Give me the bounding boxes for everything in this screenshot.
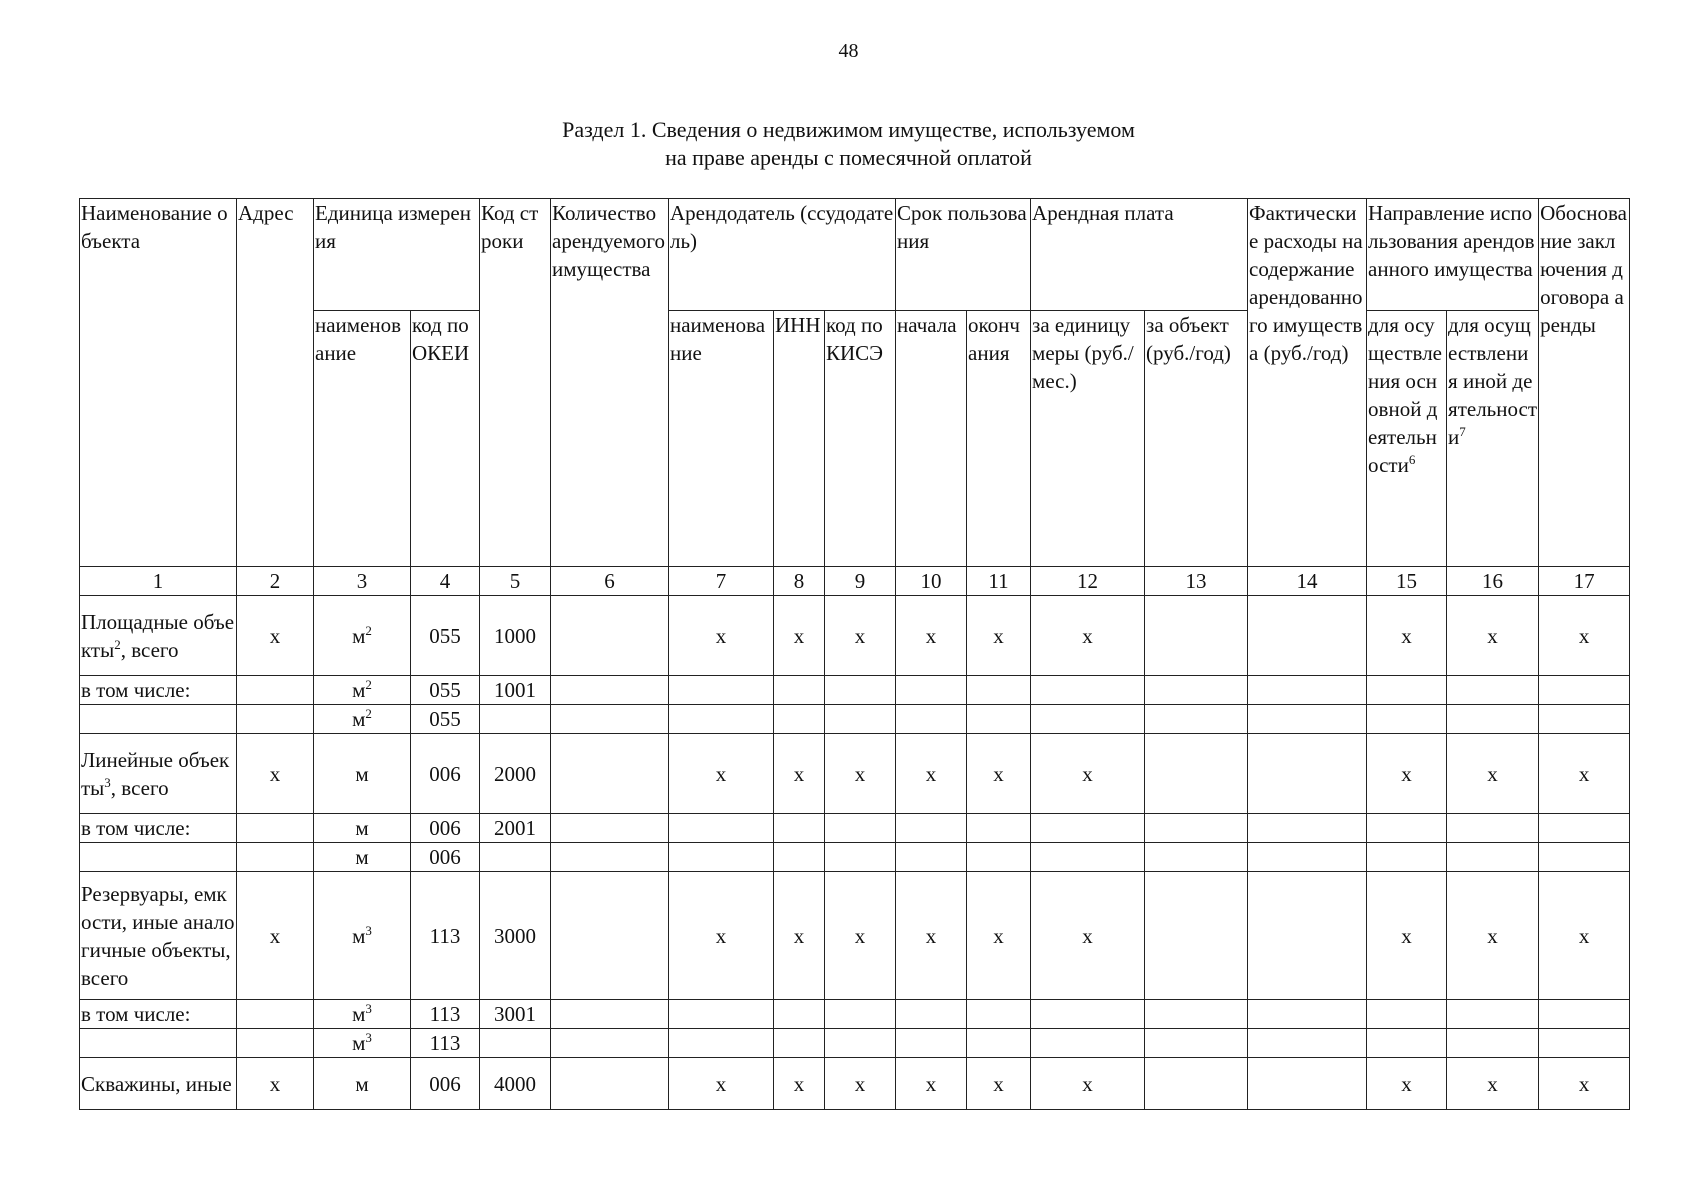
column-number: 16 [1447, 567, 1539, 596]
cell-start [896, 814, 967, 843]
cell-unit [314, 734, 411, 814]
cell-address [237, 843, 314, 872]
section-title [0, 116, 1697, 172]
unit-text: м [352, 1002, 366, 1026]
cell-end [967, 676, 1031, 705]
row-name [80, 1029, 237, 1058]
cell-address: х [237, 734, 314, 814]
cell-other: х [1447, 872, 1539, 1000]
row-name-text: в том числе: [81, 1002, 191, 1026]
cell-kise: х [825, 734, 896, 814]
row-name-suffix: , всего [120, 637, 179, 662]
table-row [80, 872, 1630, 1000]
cell-address [237, 1029, 314, 1058]
cell-lessor-name: х [669, 1058, 774, 1110]
cell-inn [774, 814, 825, 843]
cell-lessor-name [669, 1029, 774, 1058]
table-row [80, 734, 1630, 814]
unit-exponent: 2 [365, 706, 372, 721]
column-number: 13 [1145, 567, 1248, 596]
cell-end [967, 1000, 1031, 1029]
header-unit-okei: код по ОКЕИ [411, 311, 480, 567]
cell-kise: х [825, 872, 896, 1000]
cell-kise [825, 705, 896, 734]
cell-rent-object [1145, 1029, 1248, 1058]
cell-kise [825, 1029, 896, 1058]
cell-unit [314, 676, 411, 705]
cell-unit [314, 843, 411, 872]
row-name-text: в том числе: [81, 816, 191, 840]
section-title-line-1: Раздел 1. Сведения о недвижимом имуществе, используемом [562, 117, 1135, 142]
cell-quantity [551, 734, 669, 814]
unit-exponent: 3 [365, 1030, 372, 1045]
cell-quantity [551, 814, 669, 843]
header-unit-name: наименование [314, 311, 411, 567]
cell-end [967, 705, 1031, 734]
cell-kise [825, 1000, 896, 1029]
cell-rent-unit [1031, 814, 1145, 843]
cell-justification [1539, 1000, 1630, 1029]
cell-main [1367, 1029, 1447, 1058]
cell-okei: 006 [411, 734, 480, 814]
row-name-text: Резервуары, емкости, иные аналогичные объекты, всего [81, 881, 235, 990]
header-term-end: окончания [967, 311, 1031, 567]
row-name [80, 1058, 237, 1110]
column-number: 4 [411, 567, 480, 596]
column-number: 14 [1248, 567, 1367, 596]
cell-lessor-name: х [669, 872, 774, 1000]
header-lessor-kise: код по КИСЭ [825, 311, 896, 567]
cell-lessor-name [669, 814, 774, 843]
cell-lessor-name: х [669, 734, 774, 814]
cell-other [1447, 676, 1539, 705]
page-number: 48 [838, 40, 859, 62]
table-row [80, 1058, 1630, 1110]
cell-start [896, 705, 967, 734]
cell-okei: 055 [411, 676, 480, 705]
row-name [80, 676, 237, 705]
cell-code: 3000 [480, 872, 551, 1000]
header-lessor: Арендодатель (ссудодатель) [669, 199, 896, 311]
unit-text: м [352, 1031, 366, 1055]
cell-okei: 113 [411, 872, 480, 1000]
cell-justification [1539, 1029, 1630, 1058]
table-row [80, 1029, 1630, 1058]
cell-unit [314, 705, 411, 734]
header-term: Срок пользования [896, 199, 1031, 311]
cell-rent-object [1145, 1000, 1248, 1029]
cell-start: х [896, 1058, 967, 1110]
column-number: 2 [237, 567, 314, 596]
column-number: 8 [774, 567, 825, 596]
table-body [80, 596, 1630, 1110]
cell-lessor-name [669, 1000, 774, 1029]
unit-exponent: 2 [365, 622, 372, 638]
header-usage: Направление использования арендованного имущества [1367, 199, 1539, 311]
cell-inn: х [774, 1058, 825, 1110]
column-number: 10 [896, 567, 967, 596]
column-number: 9 [825, 567, 896, 596]
cell-rent-unit [1031, 843, 1145, 872]
cell-unit [314, 1029, 411, 1058]
header-justification: Обоснование заключения договора аренды [1539, 199, 1630, 567]
cell-quantity [551, 843, 669, 872]
unit-text: м [355, 1071, 369, 1096]
row-name-text: в том числе: [81, 678, 191, 702]
header-actual-costs: Фактические расходы на содержание арендованного имущества (руб./год) [1248, 199, 1367, 567]
header-lessor-inn: ИНН [774, 311, 825, 567]
cell-end [967, 814, 1031, 843]
cell-lessor-name [669, 843, 774, 872]
cell-other [1447, 1029, 1539, 1058]
column-number: 15 [1367, 567, 1447, 596]
row-name [80, 843, 237, 872]
table-row [80, 1000, 1630, 1029]
unit-exponent: 2 [365, 677, 372, 692]
cell-costs [1248, 814, 1367, 843]
footnote-mark: 3 [104, 774, 111, 790]
cell-okei: 055 [411, 596, 480, 676]
cell-okei: 006 [411, 1058, 480, 1110]
cell-code [480, 1029, 551, 1058]
cell-quantity [551, 1000, 669, 1029]
unit-text: м [355, 761, 369, 786]
row-name [80, 734, 237, 814]
cell-other [1447, 705, 1539, 734]
cell-unit [314, 814, 411, 843]
cell-address [237, 1000, 314, 1029]
cell-inn [774, 705, 825, 734]
row-name-suffix: , всего [110, 775, 169, 800]
cell-rent-object [1145, 676, 1248, 705]
row-name-text: Скважины, иные [81, 1071, 232, 1096]
cell-quantity [551, 596, 669, 676]
header-term-start: начала [896, 311, 967, 567]
header-row-code: Код строки [480, 199, 551, 567]
cell-code: 2000 [480, 734, 551, 814]
cell-start: х [896, 872, 967, 1000]
cell-costs [1248, 843, 1367, 872]
cell-code: 4000 [480, 1058, 551, 1110]
cell-justification: х [1539, 596, 1630, 676]
column-number-row [80, 567, 1630, 596]
column-number: 5 [480, 567, 551, 596]
cell-rent-unit: х [1031, 734, 1145, 814]
cell-okei: 113 [411, 1000, 480, 1029]
cell-costs [1248, 1058, 1367, 1110]
cell-other [1447, 814, 1539, 843]
cell-costs [1248, 872, 1367, 1000]
cell-rent-unit [1031, 1000, 1145, 1029]
cell-inn [774, 1029, 825, 1058]
unit-exponent: 3 [365, 1001, 372, 1016]
cell-kise [825, 843, 896, 872]
rent-table [79, 198, 1630, 1110]
header-quantity: Количество арендуемого имущества [551, 199, 669, 567]
header-rent: Арендная плата [1031, 199, 1248, 311]
cell-end: х [967, 1058, 1031, 1110]
cell-rent-object [1145, 814, 1248, 843]
header-name: Наименование объекта [80, 199, 237, 567]
cell-quantity [551, 705, 669, 734]
cell-justification [1539, 843, 1630, 872]
cell-rent-object [1145, 1058, 1248, 1110]
unit-text: м [355, 845, 369, 869]
cell-justification: х [1539, 1058, 1630, 1110]
cell-kise: х [825, 1058, 896, 1110]
footnote-mark: 2 [114, 636, 121, 652]
row-name [80, 596, 237, 676]
cell-lessor-name: х [669, 596, 774, 676]
cell-main: х [1367, 1058, 1447, 1110]
row-name [80, 1000, 237, 1029]
cell-kise [825, 676, 896, 705]
cell-end [967, 843, 1031, 872]
cell-address [237, 814, 314, 843]
cell-quantity [551, 1029, 669, 1058]
header-unit: Единица измерения [314, 199, 480, 311]
cell-main: х [1367, 872, 1447, 1000]
cell-address: х [237, 872, 314, 1000]
row-name-text: Линейные объекты [81, 747, 230, 800]
header-rent-per-unit: за единицу меры (руб./мес.) [1031, 311, 1145, 567]
cell-quantity [551, 676, 669, 705]
table-row [80, 676, 1630, 705]
cell-address: х [237, 596, 314, 676]
cell-other: х [1447, 596, 1539, 676]
cell-start [896, 676, 967, 705]
cell-code [480, 843, 551, 872]
row-name [80, 814, 237, 843]
cell-costs [1248, 1029, 1367, 1058]
cell-end: х [967, 734, 1031, 814]
cell-kise [825, 814, 896, 843]
cell-inn: х [774, 734, 825, 814]
header-usage-other [1447, 311, 1539, 567]
cell-rent-unit: х [1031, 596, 1145, 676]
unit-exponent: 3 [365, 922, 372, 938]
cell-end: х [967, 596, 1031, 676]
cell-other [1447, 1000, 1539, 1029]
cell-other: х [1447, 1058, 1539, 1110]
cell-code: 2001 [480, 814, 551, 843]
cell-code [480, 705, 551, 734]
cell-costs [1248, 734, 1367, 814]
cell-okei: 113 [411, 1029, 480, 1058]
cell-main: х [1367, 596, 1447, 676]
cell-unit [314, 1058, 411, 1110]
cell-rent-unit [1031, 676, 1145, 705]
cell-code: 1001 [480, 676, 551, 705]
header-lessor-name: наименование [669, 311, 774, 567]
header-usage-main [1367, 311, 1447, 567]
cell-main [1367, 676, 1447, 705]
cell-unit [314, 872, 411, 1000]
unit-text: м [352, 707, 366, 731]
cell-rent-object [1145, 705, 1248, 734]
cell-costs [1248, 596, 1367, 676]
cell-start [896, 843, 967, 872]
column-number: 11 [967, 567, 1031, 596]
cell-quantity [551, 872, 669, 1000]
cell-end: х [967, 872, 1031, 1000]
cell-lessor-name [669, 676, 774, 705]
cell-address [237, 676, 314, 705]
cell-kise: х [825, 596, 896, 676]
unit-text: м [355, 816, 369, 840]
cell-start [896, 1029, 967, 1058]
cell-code: 1000 [480, 596, 551, 676]
column-number: 17 [1539, 567, 1630, 596]
cell-okei: 006 [411, 814, 480, 843]
cell-costs [1248, 705, 1367, 734]
cell-address: х [237, 1058, 314, 1110]
column-number: 6 [551, 567, 669, 596]
cell-unit [314, 1000, 411, 1029]
table-row [80, 843, 1630, 872]
cell-okei: 006 [411, 843, 480, 872]
cell-unit [314, 596, 411, 676]
cell-rent-unit: х [1031, 1058, 1145, 1110]
footnote-mark: 7 [1459, 424, 1466, 439]
cell-justification [1539, 814, 1630, 843]
footnote-mark: 6 [1408, 452, 1416, 467]
header-address: Адрес [237, 199, 314, 567]
column-number: 12 [1031, 567, 1145, 596]
cell-inn [774, 676, 825, 705]
cell-other [1447, 843, 1539, 872]
cell-main [1367, 843, 1447, 872]
row-name [80, 705, 237, 734]
cell-main [1367, 705, 1447, 734]
cell-rent-unit [1031, 1029, 1145, 1058]
column-number: 7 [669, 567, 774, 596]
cell-start [896, 1000, 967, 1029]
cell-okei: 055 [411, 705, 480, 734]
cell-end [967, 1029, 1031, 1058]
cell-lessor-name [669, 705, 774, 734]
column-number: 1 [80, 567, 237, 596]
cell-rent-object [1145, 596, 1248, 676]
row-name-text: Площадные объекты [81, 609, 235, 662]
cell-main [1367, 814, 1447, 843]
cell-inn: х [774, 872, 825, 1000]
cell-other: х [1447, 734, 1539, 814]
cell-justification [1539, 676, 1630, 705]
cell-code: 3001 [480, 1000, 551, 1029]
header-usage-main-text: для осуществления основной деятельности [1368, 313, 1442, 477]
cell-justification: х [1539, 872, 1630, 1000]
cell-address [237, 705, 314, 734]
unit-text: м [352, 623, 366, 648]
table-row [80, 814, 1630, 843]
cell-inn [774, 1000, 825, 1029]
section-title-line-2: на праве аренды с помесячной оплатой [665, 145, 1032, 170]
table-row [80, 705, 1630, 734]
cell-start: х [896, 734, 967, 814]
cell-main [1367, 1000, 1447, 1029]
cell-main: х [1367, 734, 1447, 814]
cell-rent-object [1145, 843, 1248, 872]
cell-rent-unit: х [1031, 872, 1145, 1000]
cell-costs [1248, 1000, 1367, 1029]
cell-rent-unit [1031, 705, 1145, 734]
cell-justification: х [1539, 734, 1630, 814]
row-name [80, 872, 237, 1000]
unit-text: м [352, 923, 366, 948]
unit-text: м [352, 678, 366, 702]
cell-start: х [896, 596, 967, 676]
cell-quantity [551, 1058, 669, 1110]
cell-rent-object [1145, 734, 1248, 814]
cell-costs [1248, 676, 1367, 705]
header-usage-other-text: для осуществления иной деятельности [1448, 313, 1538, 449]
column-number: 3 [314, 567, 411, 596]
cell-inn [774, 843, 825, 872]
cell-rent-object [1145, 872, 1248, 1000]
cell-justification [1539, 705, 1630, 734]
table-row [80, 596, 1630, 676]
header-rent-per-object: за объект (руб./год) [1145, 311, 1248, 567]
cell-inn: х [774, 596, 825, 676]
